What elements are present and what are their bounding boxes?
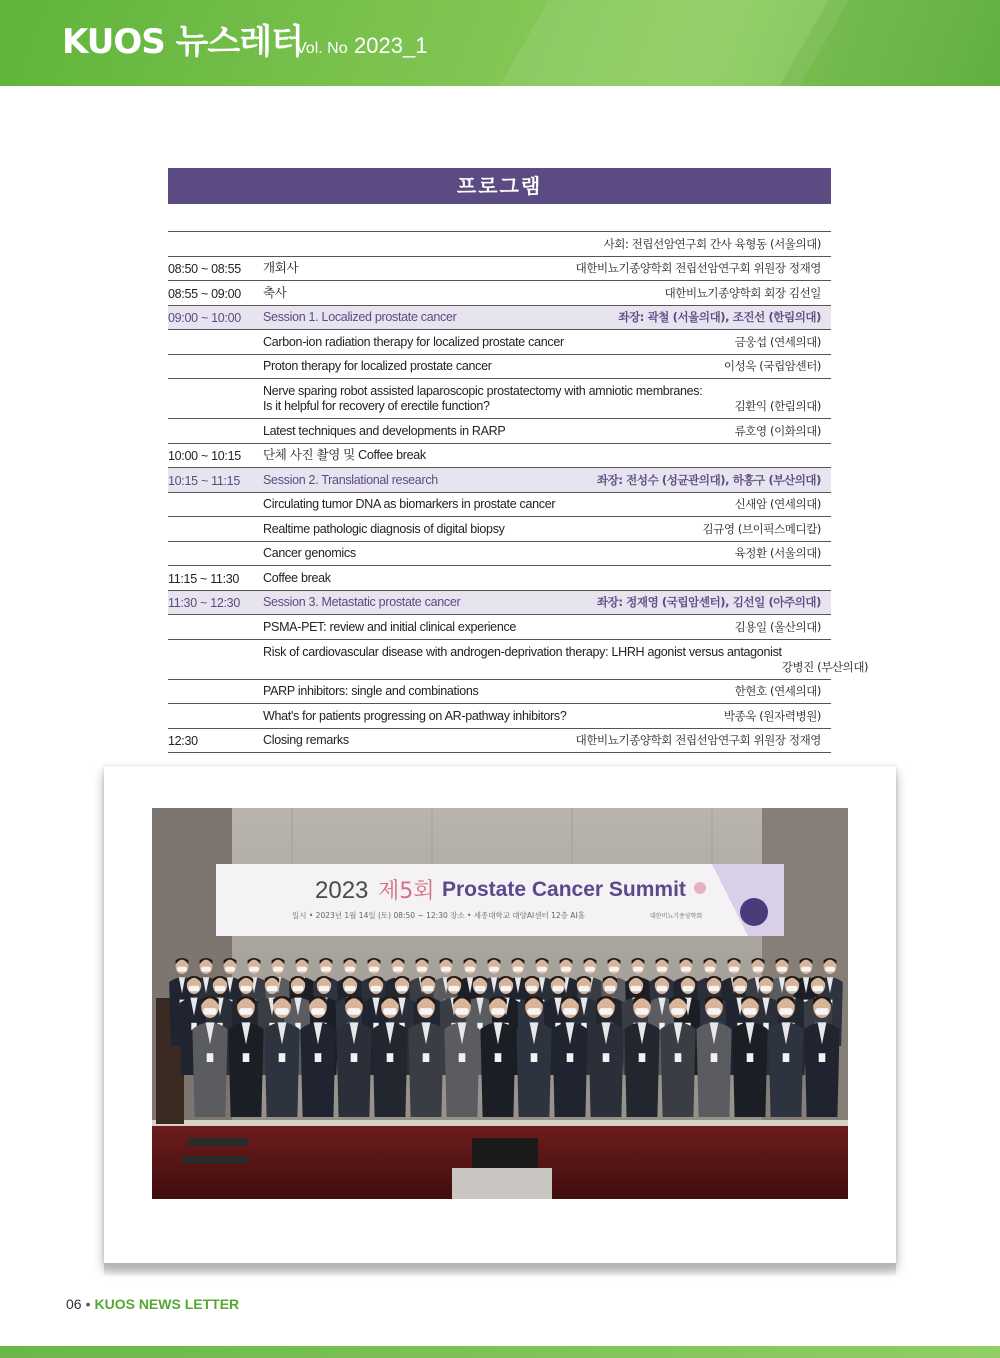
- schedule-title: What's for patients progressing on AR-pathway inhibitors?: [263, 708, 567, 723]
- attendee-mask: [239, 1008, 252, 1015]
- schedule-title-line: Risk of cardiovascular disease with androgen-deprivation therapy: LHRH agonist versus antagonist: [263, 644, 782, 659]
- schedule-row: [168, 704, 831, 729]
- attendee-mask: [527, 1008, 540, 1015]
- photo-frame: [104, 766, 896, 1263]
- schedule-speaker: 강병진 (부산의대): [781, 659, 869, 674]
- program-title: 프로그램: [168, 168, 831, 204]
- attendee-mask: [275, 1008, 288, 1015]
- footer-bullet: •: [85, 1296, 91, 1312]
- frame-shadow: [104, 1263, 896, 1277]
- schedule-speaker: 신새암 (연세의대): [734, 497, 821, 511]
- attendee-mask: [683, 986, 694, 991]
- attendee-mask: [527, 986, 538, 991]
- attendee-mask: [707, 1008, 720, 1015]
- attendee-mask: [815, 1008, 828, 1015]
- schedule-row: [168, 729, 831, 754]
- attendee-mask: [709, 986, 720, 991]
- attendee-mask: [729, 967, 739, 972]
- attendee-badge: [495, 1053, 502, 1062]
- event-banner: [216, 864, 784, 936]
- session-row: [168, 306, 831, 331]
- attendee-mask: [801, 967, 811, 972]
- attendee-badge: [783, 1053, 790, 1062]
- attendee-mask: [657, 967, 667, 972]
- schedule-title: Realtime pathologic diagnosis of digital biopsy: [263, 521, 505, 536]
- schedule-time: 11:30 ~ 12:30: [168, 596, 240, 610]
- schedule-title: Carbon-ion radiation therapy for localized prostate cancer: [263, 334, 564, 349]
- schedule-row: [168, 640, 869, 680]
- attendee-badge: [567, 1053, 574, 1062]
- attendee-badge: [315, 1053, 322, 1062]
- attendee-mask: [753, 967, 763, 972]
- attendee-mask: [267, 986, 278, 991]
- schedule-speaker: 대한비뇨기종양학회 전립선암연구회 위원장 정재영: [575, 261, 821, 275]
- attendee-mask: [825, 967, 835, 972]
- attendee-badge: [279, 1053, 286, 1062]
- schedule-title: Session 2. Translational research: [263, 472, 438, 487]
- attendee-mask: [293, 986, 304, 991]
- newsletter-brand: KUOS 뉴스레터: [62, 22, 303, 62]
- attendee-mask: [735, 986, 746, 991]
- schedule-speaker: 한현호 (연세의대): [734, 684, 821, 698]
- schedule-title: Session 3. Metastatic prostate cancer: [263, 595, 461, 609]
- attendee-mask: [393, 967, 403, 972]
- schedule-title-line: Is it helpful for recovery of erectile function?: [263, 399, 490, 413]
- attendee-badge: [387, 1053, 394, 1062]
- schedule-title: Latest techniques and developments in RARP: [263, 423, 506, 438]
- attendee-mask: [491, 1008, 504, 1015]
- bottom-bar: [0, 1346, 1000, 1358]
- attendee-mask: [537, 967, 547, 972]
- attendee-mask: [563, 1008, 576, 1015]
- attendee-mask: [383, 1008, 396, 1015]
- volume-label: [296, 33, 427, 59]
- attendee-mask: [761, 986, 772, 991]
- attendee-mask: [419, 1008, 432, 1015]
- attendee-mask: [241, 986, 252, 991]
- attendee-mask: [609, 967, 619, 972]
- attendee-mask: [203, 1008, 216, 1015]
- schedule-speaker: 김용일 (울산의대): [734, 619, 821, 634]
- schedule-speaker: 좌장: 전성수 (성균관의대), 하홍구 (부산의대): [596, 472, 821, 487]
- schedule-time: 10:00 ~ 10:15: [168, 449, 241, 463]
- attendee-mask: [475, 986, 486, 991]
- attendee-mask: [311, 1008, 324, 1015]
- schedule-time: 09:00 ~ 10:00: [168, 311, 241, 325]
- volume-prefix: Vol. No: [296, 40, 348, 57]
- attendee-badge: [351, 1053, 358, 1062]
- attendee-badge: [819, 1053, 826, 1062]
- schedule-row: [168, 379, 831, 419]
- page-number: 06: [66, 1296, 82, 1312]
- schedule-time: 08:50 ~ 08:55: [168, 262, 241, 276]
- attendee-mask: [347, 1008, 360, 1015]
- attendee-mask: [743, 1008, 756, 1015]
- schedule-title: PSMA-PET: review and initial clinical experience: [263, 619, 517, 634]
- schedule-time: 10:15 ~ 11:15: [168, 473, 240, 488]
- attendee-mask: [501, 986, 512, 991]
- attendee-badge: [747, 1053, 754, 1062]
- schedule-speaker: 류호영 (이화의대): [734, 423, 821, 438]
- attendee-mask: [585, 967, 595, 972]
- attendee-mask: [513, 967, 523, 972]
- attendee-badge: [675, 1053, 682, 1062]
- attendee-mask: [273, 967, 283, 972]
- attendee-mask: [465, 967, 475, 972]
- attendee-badge: [711, 1053, 718, 1062]
- schedule-row: [168, 615, 831, 640]
- attendee-mask: [319, 986, 330, 991]
- attendee-mask: [321, 967, 331, 972]
- attendee-mask: [631, 986, 642, 991]
- schedule-speaker: 육정환 (서울의대): [734, 546, 821, 560]
- schedule-row: [168, 232, 831, 257]
- schedule-row: [168, 680, 831, 705]
- attendee-mask: [489, 967, 499, 972]
- schedule-speaker: 대한비뇨기종양학회 전립선암연구회 위원장 정재영: [575, 733, 821, 747]
- attendee-badge: [531, 1053, 538, 1062]
- schedule-title: Closing remarks: [263, 733, 349, 747]
- attendee-mask: [441, 967, 451, 972]
- attendee-mask: [423, 986, 434, 991]
- schedule-speaker: 이성욱 (국립암센터): [723, 359, 821, 373]
- attendee-mask: [417, 967, 427, 972]
- banner-subline: 일시 • 2023년 1월 14일 (토) 08:50 ~ 12:30 장소 • 세종대학교 대양AI센터 12층 AI홀: [292, 911, 585, 920]
- attendee-badge: [243, 1053, 250, 1062]
- schedule-title: Circulating tumor DNA as biomarkers in prostate cancer: [263, 497, 556, 511]
- schedule-title: Coffee break: [263, 570, 331, 585]
- attendees-group: [169, 958, 843, 1117]
- attendee-mask: [657, 986, 668, 991]
- attendee-mask: [189, 986, 200, 991]
- footer-title: KUOS NEWS LETTER: [94, 1296, 240, 1312]
- attendee-mask: [345, 986, 356, 991]
- attendee-badge: [207, 1053, 214, 1062]
- attendee-mask: [605, 986, 616, 991]
- schedule-row: [168, 257, 831, 282]
- schedule-title: 단체 사진 촬영 및 Coffee break: [263, 448, 426, 462]
- attendee-mask: [201, 967, 211, 972]
- attendee-mask: [449, 986, 460, 991]
- schedule-title-line: Nerve sparing robot assisted laparoscopic prostatectomy with amniotic membranes:: [263, 384, 703, 398]
- schedule-row: [168, 355, 831, 380]
- attendee-mask: [599, 1008, 612, 1015]
- header-bar: [0, 0, 1000, 86]
- schedule-time: 11:15 ~ 11:30: [168, 571, 240, 586]
- attendee-mask: [633, 967, 643, 972]
- attendee-mask: [671, 1008, 684, 1015]
- attendee-mask: [369, 967, 379, 972]
- schedule-title: Cancer genomics: [263, 546, 356, 560]
- session-row: [168, 468, 831, 493]
- group-photo: [152, 808, 848, 1199]
- attendee-mask: [397, 986, 408, 991]
- schedule-speaker: 박종욱 (원자력병원): [723, 708, 821, 723]
- attendee-mask: [553, 986, 564, 991]
- schedule-row: [168, 419, 831, 444]
- attendee-mask: [455, 1008, 468, 1015]
- attendee-badge: [423, 1053, 430, 1062]
- schedule-speaker: 좌장: 정재영 (국립암센터), 김선일 (아주의대): [596, 595, 821, 609]
- schedule-title: [263, 645, 782, 675]
- attendee-mask: [681, 967, 691, 972]
- attendee-mask: [371, 986, 382, 991]
- schedule-time: 08:55 ~ 09:00: [168, 286, 241, 301]
- schedule-time: 12:30: [168, 734, 198, 748]
- schedule-speaker: 김환익 (한림의대): [734, 399, 821, 413]
- schedule-speaker: 금웅섭 (연세의대): [734, 334, 821, 349]
- attendee-mask: [705, 967, 715, 972]
- schedule-title: 축사: [263, 285, 287, 300]
- schedule-row: [168, 542, 831, 567]
- attendee-mask: [561, 967, 571, 972]
- page-footer: [66, 1296, 239, 1312]
- attendee-badge: [603, 1053, 610, 1062]
- attendee-mask: [579, 986, 590, 991]
- program-schedule-table: [168, 231, 869, 753]
- schedule-title: PARP inhibitors: single and combinations: [263, 684, 479, 698]
- attendee-mask: [779, 1008, 792, 1015]
- schedule-title: Proton therapy for localized prostate cancer: [263, 359, 492, 373]
- banner-year: 2023: [315, 877, 369, 904]
- attendee-mask: [777, 967, 787, 972]
- schedule-row: [168, 330, 831, 355]
- attendee-mask: [813, 986, 824, 991]
- attendee-mask: [225, 967, 235, 972]
- schedule-row: [168, 444, 831, 469]
- schedule-row: [168, 493, 831, 518]
- attendee-badge: [459, 1053, 466, 1062]
- session-row: [168, 591, 831, 616]
- attendee-mask: [787, 986, 798, 991]
- attendee-mask: [297, 967, 307, 972]
- schedule-row: [168, 281, 831, 306]
- schedule-speaker: 대한비뇨기종양학회 회장 김선일: [664, 285, 821, 300]
- schedule-title: 개회사: [263, 261, 299, 275]
- attendee-mask: [345, 967, 355, 972]
- schedule-speaker: 김규영 (브이픽스메디칼): [702, 521, 821, 536]
- volume-number: 2023_1: [354, 33, 428, 58]
- attendee-mask: [215, 986, 226, 991]
- schedule-speaker: 좌장: 곽철 (서울의대), 조진선 (한림의대): [618, 310, 821, 324]
- schedule-speaker: 사회: 전립선암연구회 간사 육형동 (서울의대): [603, 236, 821, 251]
- schedule-row: [168, 517, 831, 542]
- banner-org: 대한비뇨기종양학회: [650, 913, 703, 920]
- schedule-title: Session 1. Localized prostate cancer: [263, 310, 457, 324]
- schedule-row: [168, 566, 831, 591]
- attendee-mask: [177, 967, 187, 972]
- attendee-badge: [639, 1053, 646, 1062]
- attendee-mask: [635, 1008, 648, 1015]
- banner-edition: 제5회: [378, 879, 435, 904]
- attendee-mask: [249, 967, 259, 972]
- banner-title: Prostate Cancer Summit: [442, 878, 686, 901]
- schedule-title: [263, 384, 735, 414]
